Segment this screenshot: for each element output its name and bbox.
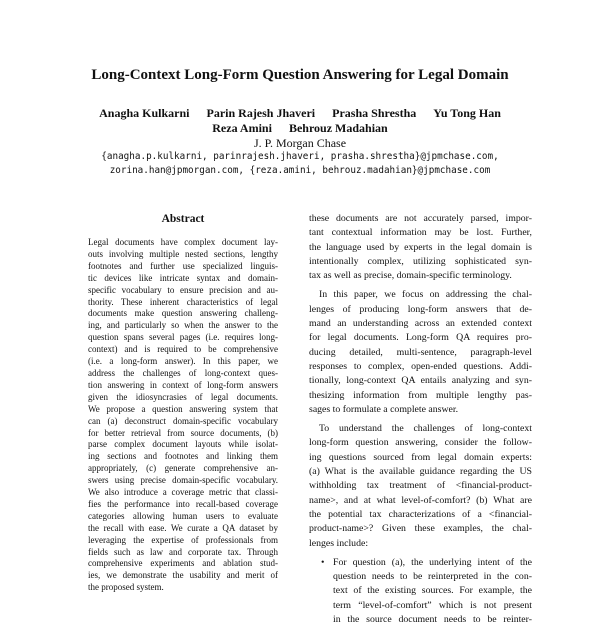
text-line: Legal documents have complex document lay- (88, 237, 278, 247)
abstract-heading: Abstract (161, 213, 205, 225)
text-line: comprehensive experiments and ablation stud- (88, 558, 278, 569)
text-line: long-form question answering, consider the follow- (309, 437, 532, 449)
text-line: outs involving multiple nested sections, lengthy (88, 248, 278, 259)
text-line: documents make question answering challeng- (88, 308, 278, 319)
text-line: swers using precise domain-specific vocabulary. (88, 475, 278, 486)
text-line: ducing detailed, multi-sentence, paragraph-level (309, 346, 532, 358)
text-line: context) and is required to be comprehensive (88, 344, 278, 355)
text-line: parse complex document layouts while isolat- (88, 439, 278, 450)
text-line: these documents are not accurately parsed, impor- (309, 213, 532, 224)
text-line: mand an understanding across an extended context (309, 318, 532, 330)
email-line: zorina.han@jpmorgan.com, {reza.amini, behrouz.madahian}@jpmchase.com (109, 165, 491, 176)
text-line: intentionally complex, utilizing sophisticated syn- (309, 255, 532, 267)
author-line-2 (0, 121, 600, 136)
author-name: Behrouz Madahian (288, 121, 388, 135)
author-line-1 (0, 106, 600, 121)
text-line: fields such as law and corporate tax. Through (88, 546, 278, 557)
text-line: To understand the challenges of long-context (319, 423, 532, 435)
text-line: tion answering in context of long-form answers (88, 379, 278, 390)
text-line: product-name>? Given these examples, the chal- (309, 523, 532, 535)
text-line: ing questions sourced from legal domain experts: (309, 451, 532, 463)
bullet-text (333, 556, 532, 627)
text-line: withholding tax treatment of <financial-product- (309, 480, 532, 492)
text-line: for legal documents. Long-form QA requires pro- (309, 332, 532, 344)
author-name: Anagha Kulkarni (99, 106, 190, 120)
text-line: sages to formulate a complete answer. (309, 403, 459, 415)
body-paragraph (309, 212, 532, 283)
body-paragraph (309, 288, 532, 417)
text-line: term “level-of-comfort” which is not present (333, 599, 532, 611)
text-line: the potential tax characterizations of a <financial- (309, 508, 532, 520)
text-line: ies, we demonstrate the usability and merit of (88, 570, 278, 581)
author-name: Parin Rajesh Jhaveri (206, 106, 316, 120)
text-line: leveraging the expertise of professionals from (88, 534, 278, 545)
text-line: text of the existing sources. For example, the (333, 585, 532, 597)
text-line: the recall with ease. We curate a QA dataset by (88, 522, 278, 533)
bullet-item (309, 556, 532, 627)
text-line: the language used by experts in the legal domain is (309, 241, 532, 253)
text-line: for better retrieval from source documents, (b) (88, 427, 278, 438)
text-line: thority. These inherent characteristics of legal (88, 296, 278, 307)
text-line: specific vocabulary to ensure precision and au- (88, 284, 278, 295)
text-line: fies the performance into recall-based coverage (88, 498, 278, 509)
text-line: thesizing information from multiple lengthy pas- (309, 389, 532, 401)
affiliation: J. P. Morgan Chase (253, 136, 347, 150)
text-line: appropriately, (c) generate comprehensive an- (88, 463, 278, 474)
author-name: Reza Amini (212, 121, 272, 135)
text-line: question spans several pages (i.e. requires long- (88, 332, 278, 343)
author-list (0, 106, 600, 136)
abstract-text (88, 237, 278, 594)
body-paragraph (309, 422, 532, 551)
text-line: given the idiosyncrasies of legal documents. (88, 391, 278, 402)
author-name: Prasha Shrestha (332, 106, 417, 120)
text-line: categories allowing human users to evaluate (88, 510, 278, 521)
text-line: We propose a question answering system that (88, 403, 278, 414)
author-emails (0, 150, 600, 178)
text-line: tant contextual information may be lost. Further, (309, 227, 532, 239)
text-line: We also introduce a coverage metric that classi- (88, 487, 278, 498)
text-line: can (a) deconstruct domain-specific vocabulary (88, 415, 278, 426)
text-line: (a) What is the available guidance regarding the US (309, 466, 532, 478)
text-line: lenges include: (309, 537, 369, 549)
text-line: For question (a), the underlying intent of the (333, 556, 532, 568)
text-line: address the challenges of long-context ques- (88, 367, 278, 378)
text-line: tionally, long-context QA entails analyzing and syn- (309, 375, 532, 387)
text-line: the proposed system. (88, 582, 164, 593)
email-line: {anagha.p.kulkarni, parinrajesh.jhaveri, prasha.shrestha}@jpmchase.com, (101, 151, 499, 162)
text-line: ing, and particularly so when the answer to the (88, 320, 278, 331)
paper-title: Long-Context Long-Form Question Answering for Legal Domain (91, 67, 509, 83)
text-line: name>, and at what level-of-comfort? (b) What are (309, 494, 532, 506)
text-line: lenges of producing long-form answers that de- (309, 303, 532, 315)
body-column-right (309, 212, 532, 627)
bullet-marker: • (321, 556, 325, 568)
text-line: (i.e. a long-form answer). In this paper, we (88, 356, 278, 367)
text-line: responses to complex, open-ended questions. Addi- (309, 360, 532, 372)
text-line: question needs to be reinterpreted in the con- (333, 571, 532, 583)
text-line: tic devices like intricate syntax and domain- (88, 272, 278, 283)
author-name: Yu Tong Han (433, 106, 501, 120)
text-line: tax as well as precise, domain-specific terminology. (309, 270, 512, 282)
text-line: ing sections and footnotes and linking them (88, 451, 278, 462)
text-line: In this paper, we focus on addressing the chal- (319, 289, 532, 301)
text-line: footnotes and further use specialized linguis- (88, 260, 278, 271)
text-line: in the source document needs to be reinter- (333, 614, 532, 626)
